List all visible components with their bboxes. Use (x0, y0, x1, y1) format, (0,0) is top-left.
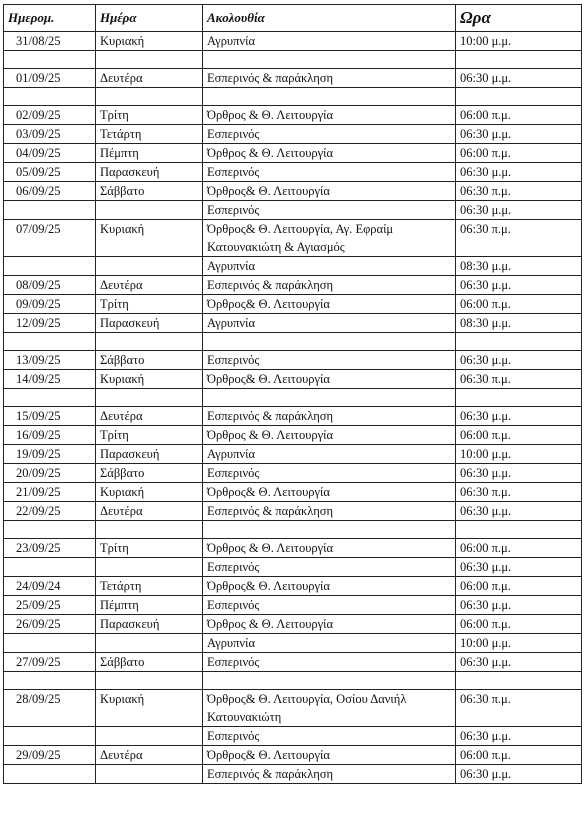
cell-date: 26/09/25 (4, 615, 96, 634)
table-row (4, 163, 582, 182)
cell-date: 22/09/25 (4, 502, 96, 521)
table-row (4, 407, 582, 426)
cell-date: 29/09/25 (4, 746, 96, 765)
cell-day: Τρίτη (96, 295, 203, 314)
cell-time: 06:30 μ.μ. (456, 502, 582, 521)
cell-service (203, 389, 456, 407)
cell-day: Πέμπτη (96, 144, 203, 163)
cell-service: Εσπερινός (203, 125, 456, 144)
cell-service: Αγρυπνία (203, 445, 456, 464)
cell-date: 01/09/25 (4, 69, 96, 88)
cell-date (4, 558, 96, 577)
table-row (4, 445, 582, 464)
cell-day (96, 389, 203, 407)
cell-time: 10:00 μ.μ. (456, 634, 582, 653)
table-row (4, 615, 582, 634)
cell-day: Κυριακή (96, 690, 203, 727)
cell-service: Όρθρος& Θ. Λειτουργία, Οσίου Δανιήλ Κατουνακιώτη (203, 690, 456, 727)
cell-day (96, 558, 203, 577)
cell-date: 19/09/25 (4, 445, 96, 464)
cell-service (203, 88, 456, 106)
cell-day (96, 333, 203, 351)
cell-date: 03/09/25 (4, 125, 96, 144)
cell-time: 06:30 μ.μ. (456, 765, 582, 784)
cell-service: Εσπερινός & παράκληση (203, 407, 456, 426)
table-row (4, 727, 582, 746)
cell-service: Όρθρος& Θ. Λειτουργία (203, 577, 456, 596)
cell-service: Όρθρος & Θ. Λειτουργία (203, 615, 456, 634)
cell-day: Παρασκευή (96, 163, 203, 182)
header-row (4, 5, 582, 32)
table-row (4, 88, 582, 106)
cell-day (96, 672, 203, 690)
cell-day: Κυριακή (96, 220, 203, 257)
table-row (4, 144, 582, 163)
cell-day: Τετάρτη (96, 125, 203, 144)
cell-day: Δευτέρα (96, 502, 203, 521)
table-row (4, 483, 582, 502)
cell-service: Εσπερινός (203, 653, 456, 672)
cell-time: 06:00 π.μ. (456, 426, 582, 445)
cell-day (96, 201, 203, 220)
cell-time: 06:30 μ.μ. (456, 653, 582, 672)
cell-day: Σάββατο (96, 351, 203, 370)
table-row (4, 558, 582, 577)
cell-time: 06:30 π.μ. (456, 220, 582, 257)
cell-service: Αγρυπνία (203, 257, 456, 276)
cell-time: 06:30 π.μ. (456, 483, 582, 502)
cell-date (4, 389, 96, 407)
cell-service (203, 672, 456, 690)
cell-date (4, 88, 96, 106)
cell-day: Σάββατο (96, 653, 203, 672)
table-row (4, 351, 582, 370)
cell-date (4, 727, 96, 746)
cell-service: Όρθρος& Θ. Λειτουργία (203, 746, 456, 765)
cell-service: Όρθρος& Θ. Λειτουργία, Αγ. Εφραίμ Κατουνακιώτη & Αγιασμός (203, 220, 456, 257)
cell-service: Εσπερινός (203, 351, 456, 370)
cell-service (203, 333, 456, 351)
cell-day: Κυριακή (96, 370, 203, 389)
table-row (4, 653, 582, 672)
cell-date: 13/09/25 (4, 351, 96, 370)
cell-date (4, 521, 96, 539)
table-row (4, 32, 582, 51)
cell-date (4, 672, 96, 690)
cell-time: 06:30 μ.μ. (456, 351, 582, 370)
cell-service: Εσπερινός & παράκληση (203, 276, 456, 295)
table-row (4, 521, 582, 539)
table-row (4, 314, 582, 333)
cell-service: Εσπερινός (203, 727, 456, 746)
cell-service: Εσπερινός (203, 596, 456, 615)
table-row (4, 672, 582, 690)
cell-day (96, 521, 203, 539)
table-row (4, 182, 582, 201)
cell-date: 24/09/24 (4, 577, 96, 596)
table-row (4, 765, 582, 784)
table-row (4, 464, 582, 483)
cell-time: 06:30 μ.μ. (456, 558, 582, 577)
cell-time: 10:00 μ.μ. (456, 32, 582, 51)
table-row (4, 51, 582, 69)
table-row (4, 690, 582, 727)
table-row (4, 539, 582, 558)
cell-time: 06:00 π.μ. (456, 106, 582, 125)
cell-date: 31/08/25 (4, 32, 96, 51)
cell-day: Παρασκευή (96, 615, 203, 634)
table-row (4, 257, 582, 276)
cell-day: Τρίτη (96, 106, 203, 125)
cell-time: 06:30 μ.μ. (456, 276, 582, 295)
cell-service: Αγρυπνία (203, 314, 456, 333)
cell-service: Εσπερινός & παράκληση (203, 765, 456, 784)
cell-service (203, 521, 456, 539)
cell-service: Εσπερινός & παράκληση (203, 502, 456, 521)
schedule-body (4, 32, 582, 784)
cell-time: 06:30 π.μ. (456, 182, 582, 201)
cell-time (456, 389, 582, 407)
cell-time: 06:30 μ.μ. (456, 125, 582, 144)
cell-time: 06:30 μ.μ. (456, 69, 582, 88)
cell-day (96, 88, 203, 106)
table-row (4, 125, 582, 144)
cell-day: Δευτέρα (96, 69, 203, 88)
table-row (4, 502, 582, 521)
table-row (4, 389, 582, 407)
cell-service: Εσπερινός (203, 163, 456, 182)
cell-time: 06:30 π.μ. (456, 690, 582, 727)
cell-day: Τρίτη (96, 426, 203, 445)
cell-service: Όρθρος& Θ. Λειτουργία (203, 295, 456, 314)
cell-date: 09/09/25 (4, 295, 96, 314)
cell-date: 07/09/25 (4, 220, 96, 257)
cell-date: 23/09/25 (4, 539, 96, 558)
cell-day (96, 727, 203, 746)
table-row (4, 295, 582, 314)
table-row (4, 370, 582, 389)
cell-day: Σάββατο (96, 182, 203, 201)
cell-time: 08:30 μ.μ. (456, 314, 582, 333)
cell-date: 21/09/25 (4, 483, 96, 502)
cell-service: Εσπερινός (203, 558, 456, 577)
cell-date: 16/09/25 (4, 426, 96, 445)
cell-service: Αγρυπνία (203, 32, 456, 51)
cell-day: Σάββατο (96, 464, 203, 483)
table-row (4, 634, 582, 653)
cell-day: Δευτέρα (96, 276, 203, 295)
cell-day (96, 634, 203, 653)
cell-date: 15/09/25 (4, 407, 96, 426)
cell-time: 06:30 π.μ. (456, 370, 582, 389)
cell-date (4, 634, 96, 653)
cell-day: Κυριακή (96, 483, 203, 502)
cell-time: 06:30 μ.μ. (456, 163, 582, 182)
cell-day: Τετάρτη (96, 577, 203, 596)
header-day: Ημέρα (96, 5, 203, 32)
cell-service: Όρθρος& Θ. Λειτουργία (203, 182, 456, 201)
cell-time (456, 672, 582, 690)
cell-service: Όρθρος& Θ. Λειτουργία (203, 370, 456, 389)
table-row (4, 106, 582, 125)
cell-date: 02/09/25 (4, 106, 96, 125)
cell-date: 05/09/25 (4, 163, 96, 182)
cell-time: 06:00 π.μ. (456, 144, 582, 163)
cell-time: 06:00 π.μ. (456, 615, 582, 634)
cell-date: 04/09/25 (4, 144, 96, 163)
table-row (4, 201, 582, 220)
table-row (4, 276, 582, 295)
cell-time: 06:30 μ.μ. (456, 407, 582, 426)
cell-date: 12/09/25 (4, 314, 96, 333)
cell-date (4, 765, 96, 784)
table-row (4, 69, 582, 88)
cell-day (96, 765, 203, 784)
cell-day: Πέμπτη (96, 596, 203, 615)
cell-date (4, 333, 96, 351)
cell-time (456, 521, 582, 539)
cell-day (96, 257, 203, 276)
cell-date (4, 257, 96, 276)
table-row (4, 746, 582, 765)
cell-service: Εσπερινός & παράκληση (203, 69, 456, 88)
schedule-table (3, 4, 582, 784)
table-row (4, 333, 582, 351)
cell-time: 08:30 μ.μ. (456, 257, 582, 276)
cell-time: 06:30 μ.μ. (456, 201, 582, 220)
cell-time: 06:30 μ.μ. (456, 727, 582, 746)
table-row (4, 426, 582, 445)
cell-time (456, 51, 582, 69)
cell-time (456, 88, 582, 106)
cell-day: Δευτέρα (96, 407, 203, 426)
cell-service: Εσπερινός (203, 464, 456, 483)
cell-date: 06/09/25 (4, 182, 96, 201)
cell-time: 06:00 π.μ. (456, 746, 582, 765)
header-date: Ημερομ. (4, 5, 96, 32)
cell-service: Όρθρος& Θ. Λειτουργία (203, 483, 456, 502)
cell-time: 06:30 μ.μ. (456, 464, 582, 483)
cell-service: Όρθρος & Θ. Λειτουργία (203, 426, 456, 445)
cell-time: 06:00 π.μ. (456, 577, 582, 596)
table-row (4, 220, 582, 257)
cell-time: 06:00 π.μ. (456, 539, 582, 558)
cell-service: Όρθρος & Θ. Λειτουργία (203, 539, 456, 558)
table-row (4, 577, 582, 596)
cell-time: 06:00 π.μ. (456, 295, 582, 314)
table-row (4, 596, 582, 615)
cell-time (456, 333, 582, 351)
cell-day: Δευτέρα (96, 746, 203, 765)
header-time: Ωρα (456, 5, 582, 32)
cell-date (4, 201, 96, 220)
cell-service (203, 51, 456, 69)
cell-day: Παρασκευή (96, 314, 203, 333)
header-service: Ακολουθία (203, 5, 456, 32)
cell-day: Τρίτη (96, 539, 203, 558)
cell-time: 10:00 μ.μ. (456, 445, 582, 464)
cell-date: 20/09/25 (4, 464, 96, 483)
cell-date: 27/09/25 (4, 653, 96, 672)
cell-service: Εσπερινός (203, 201, 456, 220)
cell-date: 14/09/25 (4, 370, 96, 389)
cell-date: 28/09/25 (4, 690, 96, 727)
cell-date: 25/09/25 (4, 596, 96, 615)
cell-day (96, 51, 203, 69)
cell-service: Όρθρος & Θ. Λειτουργία (203, 106, 456, 125)
cell-date: 08/09/25 (4, 276, 96, 295)
cell-service: Όρθρος & Θ. Λειτουργία (203, 144, 456, 163)
cell-time: 06:30 μ.μ. (456, 596, 582, 615)
cell-day: Κυριακή (96, 32, 203, 51)
cell-date (4, 51, 96, 69)
cell-day: Παρασκευή (96, 445, 203, 464)
cell-service: Αγρυπνία (203, 634, 456, 653)
